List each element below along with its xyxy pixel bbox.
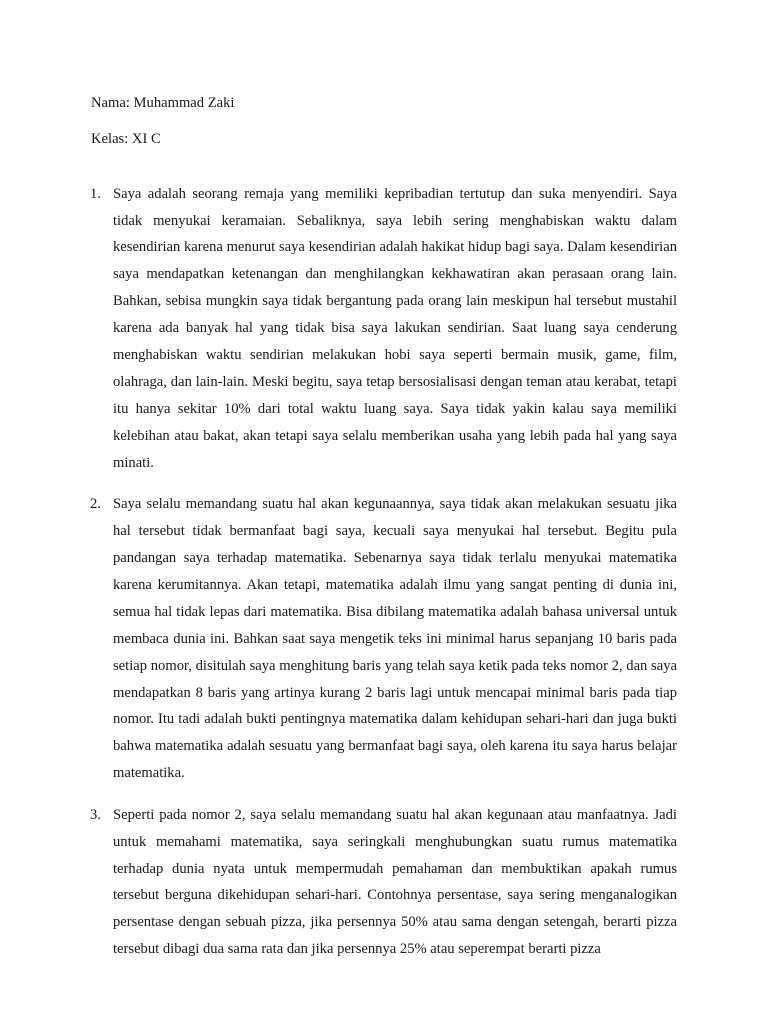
answer-text: Seperti pada nomor 2, saya selalu memandang suatu hal akan kegunaan atau manfaatnya. Jadi untuk memahami matematika, saya seringkali menghubungkan suatu rumus matematika terhadap dunia nyata untuk mempermudah pemahaman dan membuktikan apakah rumus tersebut berguna dikehidupan sehari-hari. Contohnya persentase, saya sering menganalogikan persentase dengan sebuah pizza, jika persennya 50% atau sama dengan setengah, berarti pizza tersebut dibagi dua sama rata dan jika persennya 25% atau seperempat berarti pizza	[113, 806, 677, 958]
answer-item-1	[0, 181, 768, 477]
answer-number: 2.	[90, 496, 101, 513]
answer-list	[0, 166, 768, 978]
answer-number: 1.	[90, 185, 101, 202]
answer-item-2	[0, 491, 768, 787]
student-class: Kelas: XI C	[91, 131, 161, 147]
answer-text: Saya selalu memandang suatu hal akan kegunaannya, saya tidak akan melakukan sesuatu jika hal tersebut tidak bermanfaat bagi saya, kecuali saya menyukai hal tersebut. Begitu pula pandangan saya terhadap matematika. Sebenarnya saya tidak terlalu menyukai matematika karena kerumitannya. Akan tetapi, matematika adalah ilmu yang sangat penting di dunia ini, semua hal tidak lepas dari matematika. Bisa dibilang matematika adalah bahasa universal untuk membaca dunia ini. Bahkan saat saya mengetik teks ini minimal harus sepanjang 10 baris pada setiap nomor, disitulah saya menghitung baris yang telah saya ketik pada teks nomor 2, dan saya mendapatkan 8 baris yang artinya kurang 2 baris lagi untuk mencapai minimal baris pada tiap nomor. Itu tadi adalah bukti pentingnya matematika dalam kehidupan sehari-hari dan juga bukti bahwa matematika adalah sesuatu yang bermanfaat bagi saya, oleh karena itu saya harus belajar matematika.	[113, 496, 677, 782]
student-name: Nama: Muhammad Zaki	[91, 95, 235, 111]
answer-number: 3.	[90, 806, 101, 823]
answer-text: Saya adalah seorang remaja yang memiliki kepribadian tertutup dan suka menyendiri. Saya tidak menyukai keramaian. Sebaliknya, saya lebih sering menghabiskan waktu dalam kesendirian karena menurut saya kesendirian adalah hakikat hidup bagi saya. Dalam kesendirian saya mendapatkan ketenangan dan menghilangkan kekhawatiran akan perasaan orang lain. Bahkan, sebisa mungkin saya tidak bergantung pada orang lain meskipun hal tersebut mustahil karena ada banyak hal yang tidak bisa saya lakukan sendirian. Saat luang saya cenderung menghabiskan waktu sendirian melakukan hobi saya seperti bermain musik, game, film, olahraga, dan lain-lain. Meski begitu, saya tetap bersosialisasi dengan teman atau kerabat, tetapi itu hanya sekitar 10% dari total waktu luang saya. Saya tidak yakin kalau saya memiliki kelebihan atau bakat, akan tetapi saya selalu memberikan usaha yang lebih pada hal yang saya minati.	[113, 185, 677, 471]
answer-item-3	[0, 802, 768, 963]
